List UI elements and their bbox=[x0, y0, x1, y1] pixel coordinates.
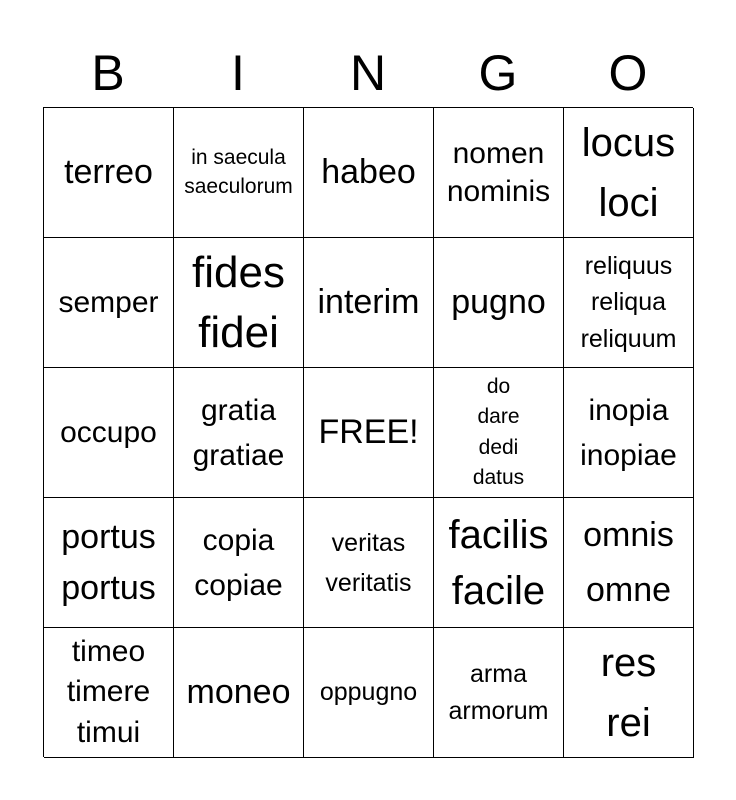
bingo-cell[interactable] bbox=[304, 628, 434, 758]
cell-text: copia copiae bbox=[194, 523, 283, 602]
cell-text: portus portus bbox=[61, 517, 156, 607]
cell-text: res rei bbox=[600, 640, 657, 745]
bingo-board bbox=[43, 107, 693, 757]
bingo-cell[interactable] bbox=[564, 108, 694, 238]
bingo-cell[interactable] bbox=[434, 108, 564, 238]
header-letter-n: N bbox=[349, 45, 387, 101]
cell-text: terreo bbox=[64, 153, 153, 192]
cell-text: pugno bbox=[451, 283, 546, 322]
cell-text: habeo bbox=[321, 153, 416, 192]
cell-text: oppugno bbox=[319, 678, 418, 707]
cell-text: reliquus reliqua reliquum bbox=[580, 252, 677, 353]
header-letter-i: I bbox=[231, 45, 245, 101]
header-letter-g: G bbox=[478, 45, 518, 101]
bingo-cell[interactable] bbox=[44, 628, 174, 758]
bingo-cell[interactable] bbox=[434, 238, 564, 368]
cell-text: moneo bbox=[186, 673, 291, 712]
cell-text: semper bbox=[58, 285, 159, 319]
cell-text: interim bbox=[317, 283, 420, 322]
bingo-header bbox=[43, 40, 693, 106]
bingo-cell[interactable] bbox=[174, 238, 304, 368]
cell-text: timeo timere timui bbox=[66, 634, 151, 749]
free-space[interactable] bbox=[304, 368, 434, 498]
bingo-cell[interactable] bbox=[434, 498, 564, 628]
bingo-cell[interactable] bbox=[44, 368, 174, 498]
cell-text: omnis omne bbox=[583, 516, 674, 609]
cell-text: fides fidei bbox=[192, 248, 285, 357]
bingo-cell[interactable] bbox=[564, 238, 694, 368]
bingo-cell[interactable] bbox=[304, 108, 434, 238]
header-letter-o: O bbox=[608, 45, 648, 101]
cell-text: locus loci bbox=[581, 120, 676, 225]
bingo-cell[interactable] bbox=[44, 108, 174, 238]
bingo-cell[interactable] bbox=[434, 628, 564, 758]
cell-text: nomen nominis bbox=[446, 137, 551, 208]
bingo-cell[interactable] bbox=[434, 368, 564, 498]
cell-text: arma armorum bbox=[448, 660, 549, 725]
bingo-cell[interactable] bbox=[174, 108, 304, 238]
bingo-cell[interactable] bbox=[564, 498, 694, 628]
bingo-cell[interactable] bbox=[44, 498, 174, 628]
header-letter-b: B bbox=[91, 45, 125, 101]
cell-text: occupo bbox=[60, 415, 157, 449]
cell-text: inopia inopiae bbox=[580, 393, 677, 472]
cell-text: in saecula saeculorum bbox=[184, 146, 293, 198]
bingo-cell[interactable] bbox=[44, 238, 174, 368]
cell-text: veritas veritatis bbox=[325, 528, 412, 597]
free-space-label: FREE! bbox=[318, 413, 419, 452]
cell-text: gratia gratiae bbox=[192, 393, 285, 472]
bingo-cell[interactable] bbox=[174, 498, 304, 628]
bingo-cell[interactable] bbox=[174, 628, 304, 758]
bingo-cell[interactable] bbox=[174, 368, 304, 498]
cell-text: do dare dedi datus bbox=[472, 374, 525, 489]
bingo-cell[interactable] bbox=[304, 498, 434, 628]
bingo-cell[interactable] bbox=[304, 238, 434, 368]
bingo-cell[interactable] bbox=[564, 628, 694, 758]
bingo-cell[interactable] bbox=[564, 368, 694, 498]
cell-text: facilis facile bbox=[448, 512, 549, 613]
